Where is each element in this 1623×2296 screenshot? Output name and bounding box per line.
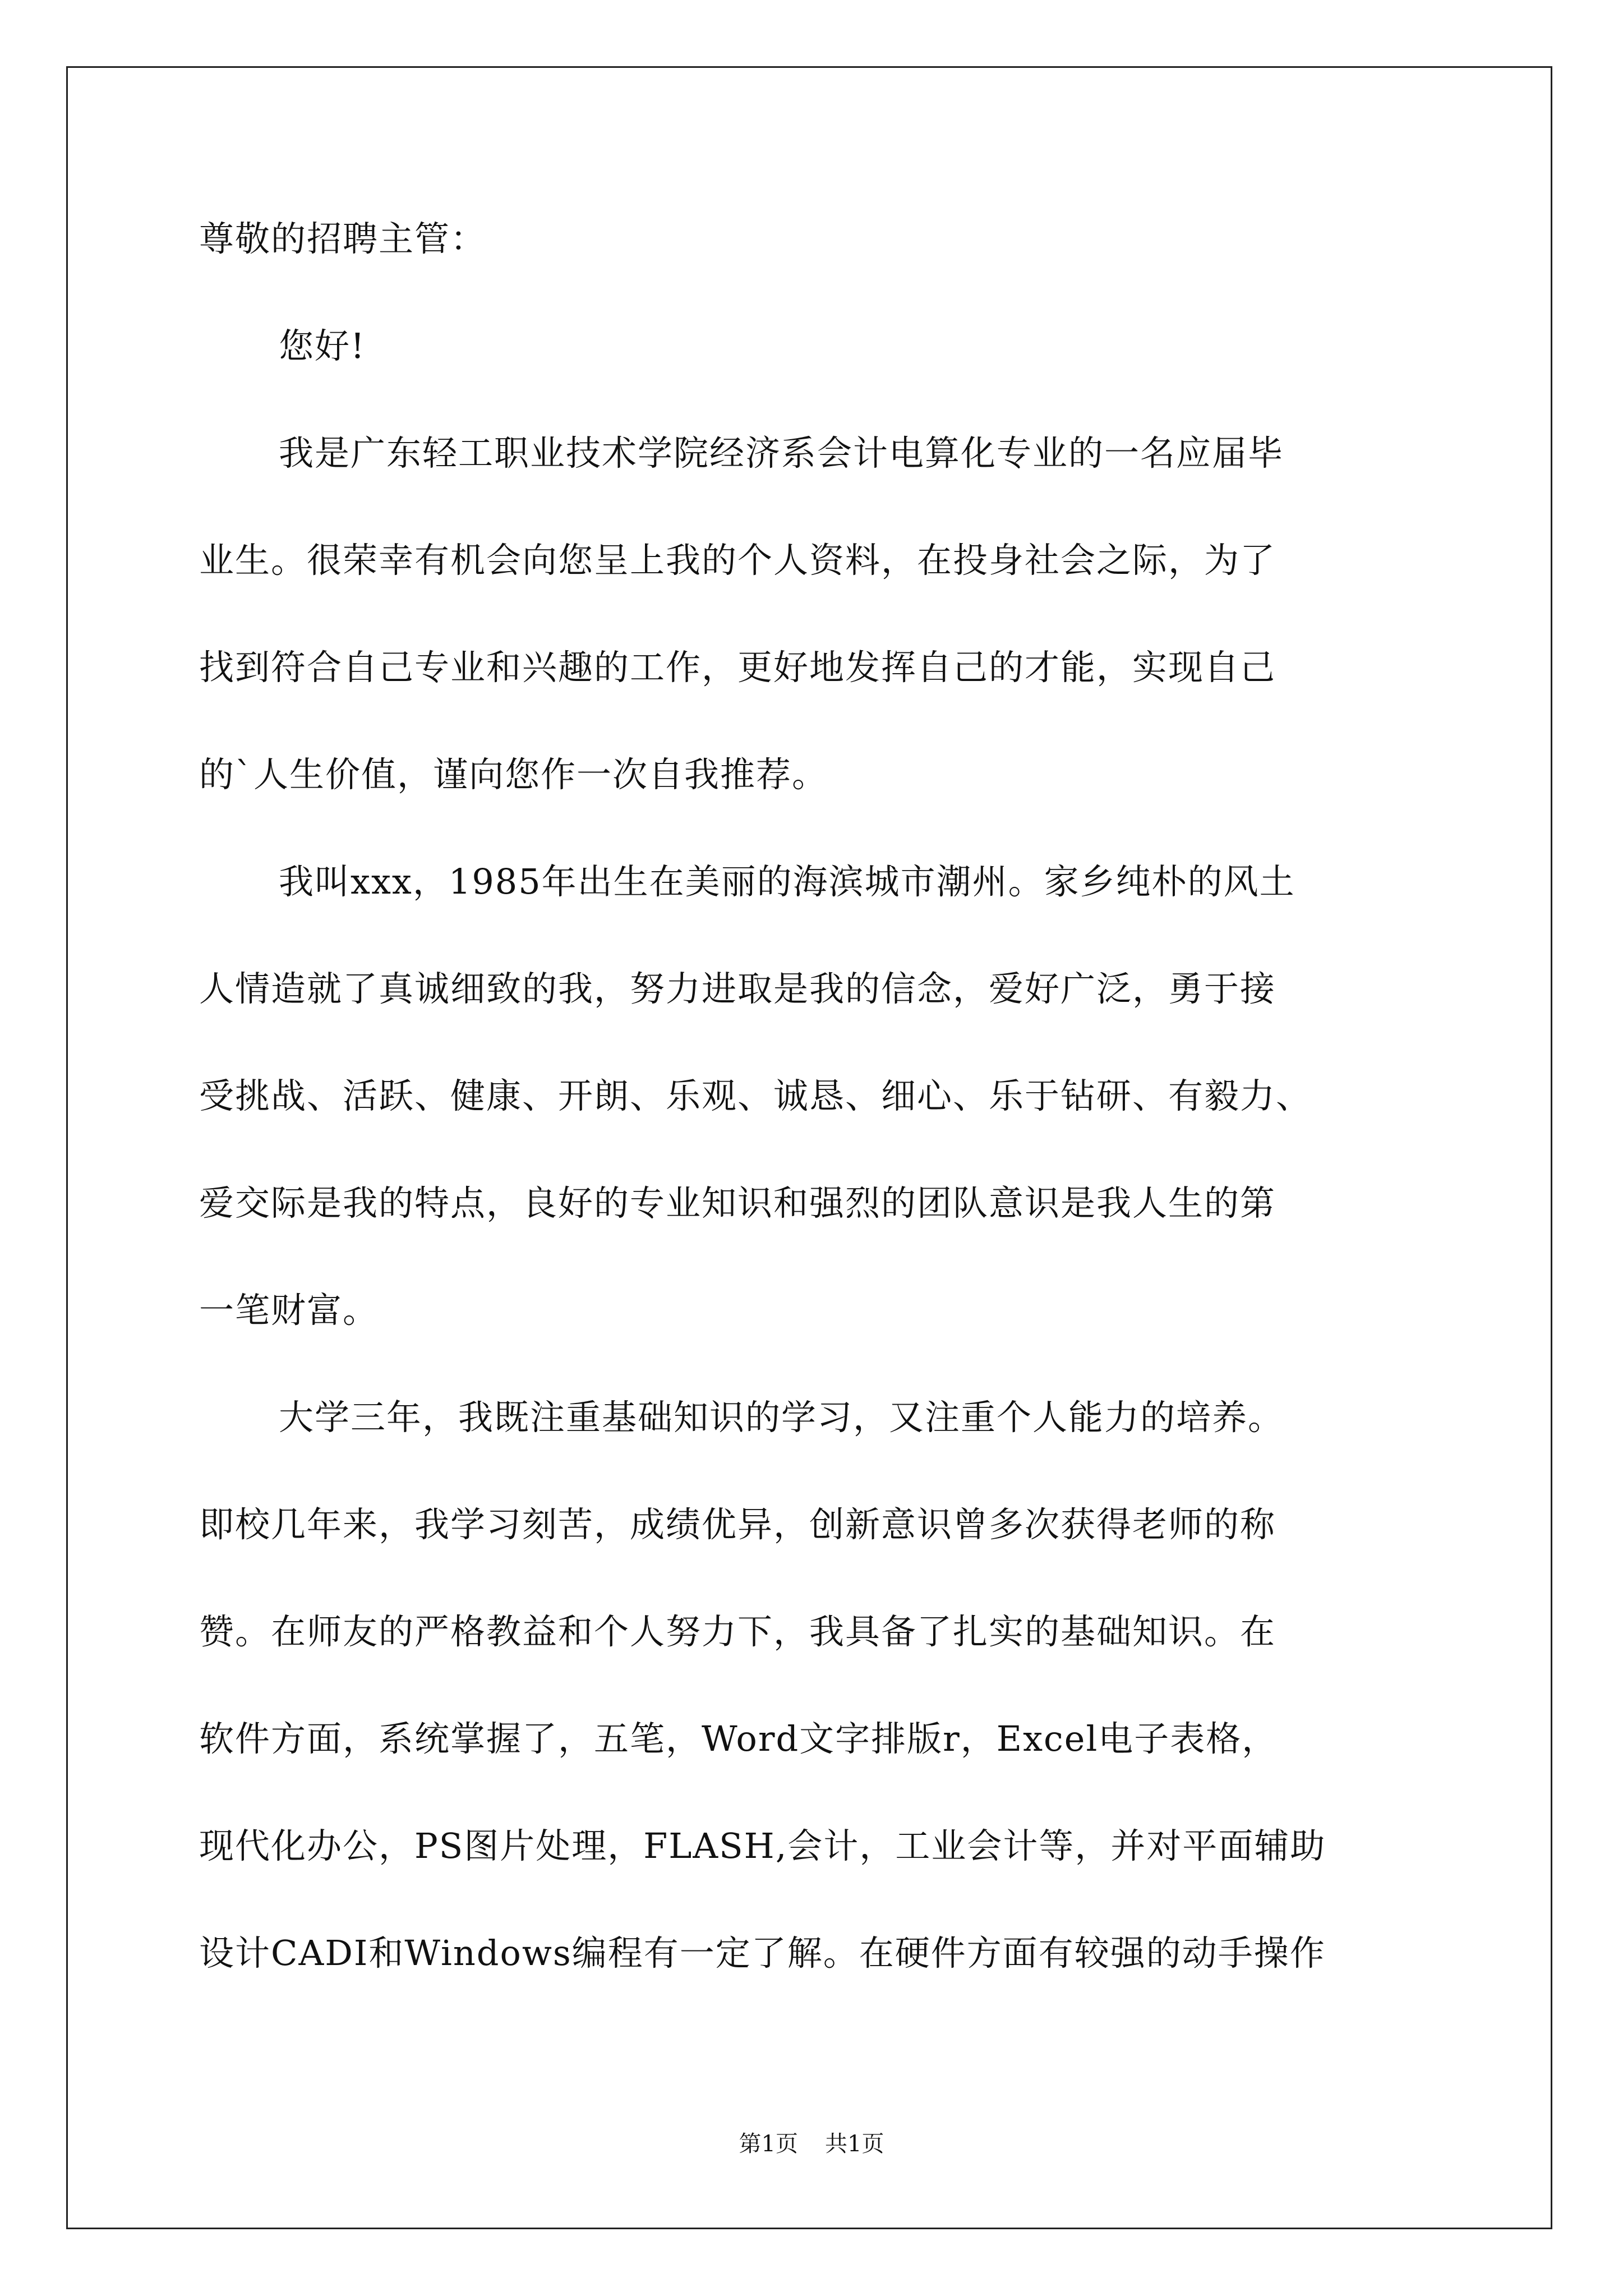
paragraph-3-line-6 — [199, 1932, 1422, 2043]
paragraph-3-line-2 — [199, 1504, 1422, 1614]
paragraph-3-line-5 — [199, 1825, 1422, 1936]
text-line: 尊敬的招聘主管： — [199, 218, 487, 259]
paragraph-1-line-4 — [199, 754, 1422, 864]
paragraph-2-line-4 — [199, 1182, 1422, 1293]
paragraph-2-line-5 — [199, 1290, 1422, 1400]
text-line: 即校几年来，我学习刻苦，成绩优异，创新意识曾多次获得老师的称 — [199, 1504, 1276, 1545]
paragraph-2-line-3 — [199, 1075, 1422, 1186]
text-line: 的`人生价值，谨向您作一次自我推荐。 — [199, 754, 828, 795]
text-line: 设计CADI和Windows编程有一定了解。在硬件方面有较强的动手操作 — [199, 1932, 1326, 1973]
paragraph-3-line-4 — [199, 1718, 1422, 1829]
paragraph-3-line-1 — [199, 1397, 1422, 1507]
paragraph-3-line-3 — [199, 1611, 1422, 1722]
paragraph-1-line-1 — [199, 432, 1422, 543]
text-line: 一笔财富。 — [199, 1290, 379, 1331]
text-line: 现代化办公，PS图片处理，FLASH,会计，工业会计等，并对平面辅助 — [199, 1825, 1326, 1866]
letter-body — [199, 218, 1422, 2043]
page-footer — [0, 2126, 1623, 2158]
text-line: 人情造就了真诚细致的我，努力进取是我的信念，爱好广泛，勇于接 — [199, 968, 1276, 1009]
text-line: 赞。在师友的严格教益和个人努力下，我具备了扎实的基础知识。在 — [199, 1611, 1276, 1652]
text-line: 业生。很荣幸有机会向您呈上我的个人资料，在投身社会之际，为了 — [199, 540, 1276, 581]
text-line: 软件方面，系统掌握了，五笔，Word文字排版r，Excel电子表格， — [199, 1718, 1278, 1759]
text-line: 爱交际是我的特点，良好的专业知识和强烈的团队意识是我人生的第 — [199, 1182, 1276, 1223]
text-line: 我是广东轻工职业技术学院经济系会计电算化专业的一名应届毕 — [279, 432, 1284, 473]
paragraph-1-line-2 — [199, 540, 1422, 650]
page-number: 第1页 — [739, 2131, 798, 2157]
salutation-line — [199, 218, 1422, 329]
paragraph-2-line-2 — [199, 968, 1422, 1079]
paragraph-2-line-1 — [199, 861, 1422, 972]
paragraph-1-line-3 — [199, 647, 1422, 757]
text-line: 受挑战、活跃、健康、开朗、乐观、诚恳、细心、乐于钻研、有毅力、 — [199, 1075, 1312, 1116]
text-line: 您好! — [279, 325, 366, 366]
greeting-line — [199, 325, 1422, 436]
text-line: 找到符合自己专业和兴趣的工作，更好地发挥自己的才能，实现自己 — [199, 647, 1276, 688]
page-total: 共1页 — [825, 2131, 884, 2157]
text-line: 大学三年，我既注重基础知识的学习，又注重个人能力的培养。 — [279, 1397, 1284, 1438]
text-line: 我叫xxx，1985年出生在美丽的海滨城市潮州。家乡纯朴的风土 — [279, 861, 1295, 902]
